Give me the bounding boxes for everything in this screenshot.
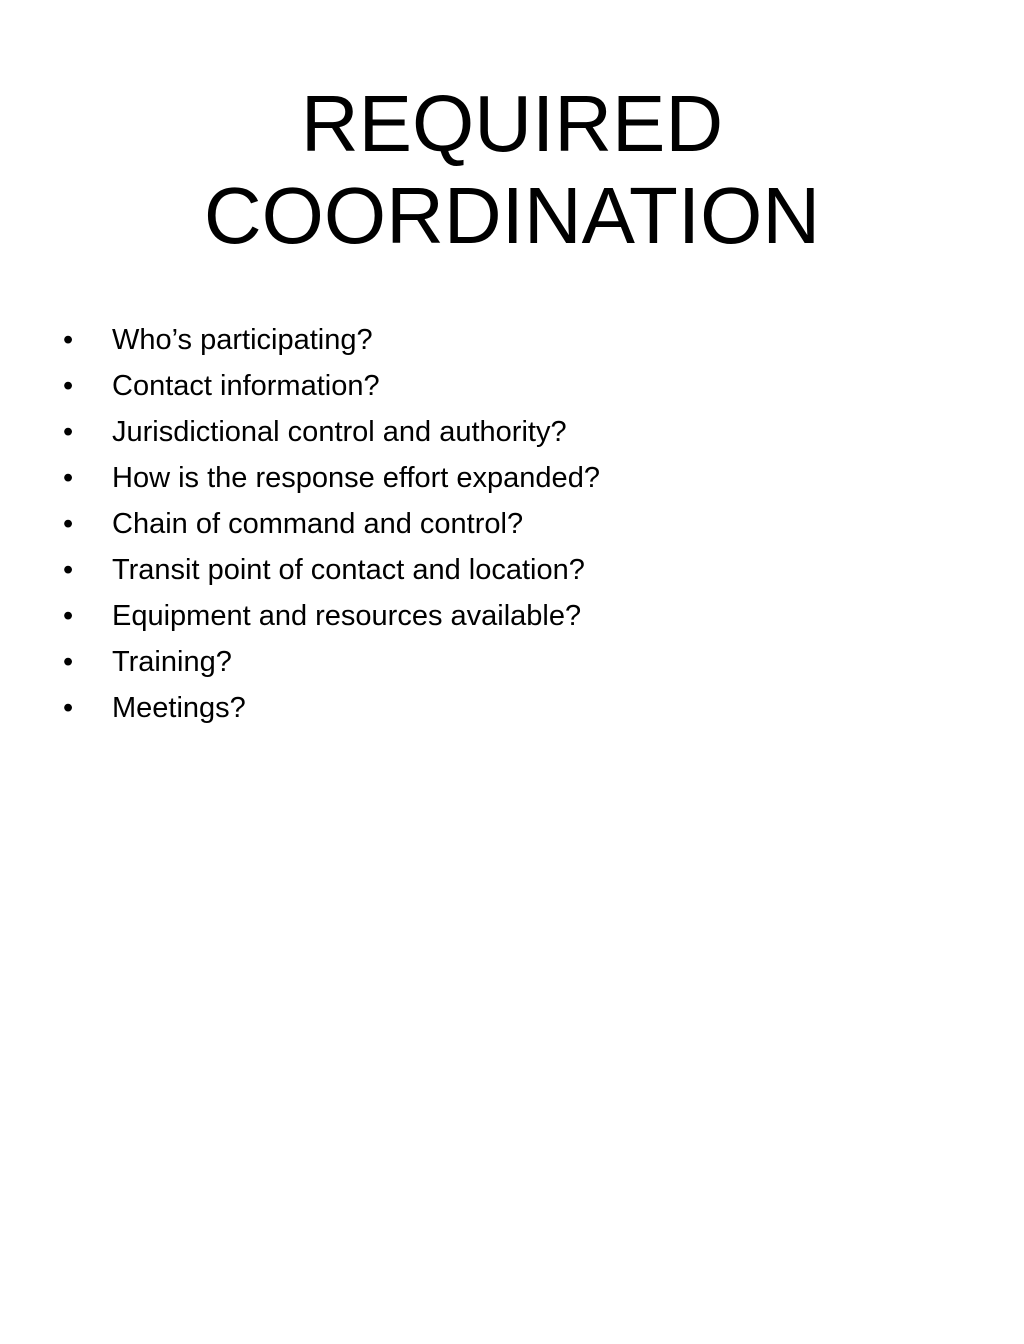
bullet-text: Chain of command and control? (112, 508, 524, 540)
bullet-icon: • (63, 370, 74, 402)
slide-title-line-2: COORDINATION (203, 171, 821, 260)
slide-title-line-1: REQUIRED (300, 79, 724, 168)
bullet-icon: • (63, 416, 74, 448)
bullet-text: Transit point of contact and location? (112, 554, 585, 586)
bullet-text: Equipment and resources available? (112, 600, 582, 632)
bullet-text: Who’s participating? (112, 324, 373, 356)
bullet-icon: • (63, 692, 74, 724)
bullet-icon: • (63, 554, 74, 586)
bullet-text: Meetings? (112, 692, 246, 724)
bullet-text: Jurisdictional control and authority? (112, 416, 567, 448)
bullet-icon: • (63, 462, 74, 494)
bullet-text: How is the response effort expanded? (112, 462, 600, 494)
bullet-icon: • (63, 600, 74, 632)
bullet-icon: • (63, 508, 74, 540)
bullet-icon: • (63, 324, 74, 356)
slide-title (0, 78, 1024, 262)
bullet-text: Training? (112, 646, 232, 678)
bullet-text: Contact information? (112, 370, 380, 402)
bullet-icon: • (63, 646, 74, 678)
